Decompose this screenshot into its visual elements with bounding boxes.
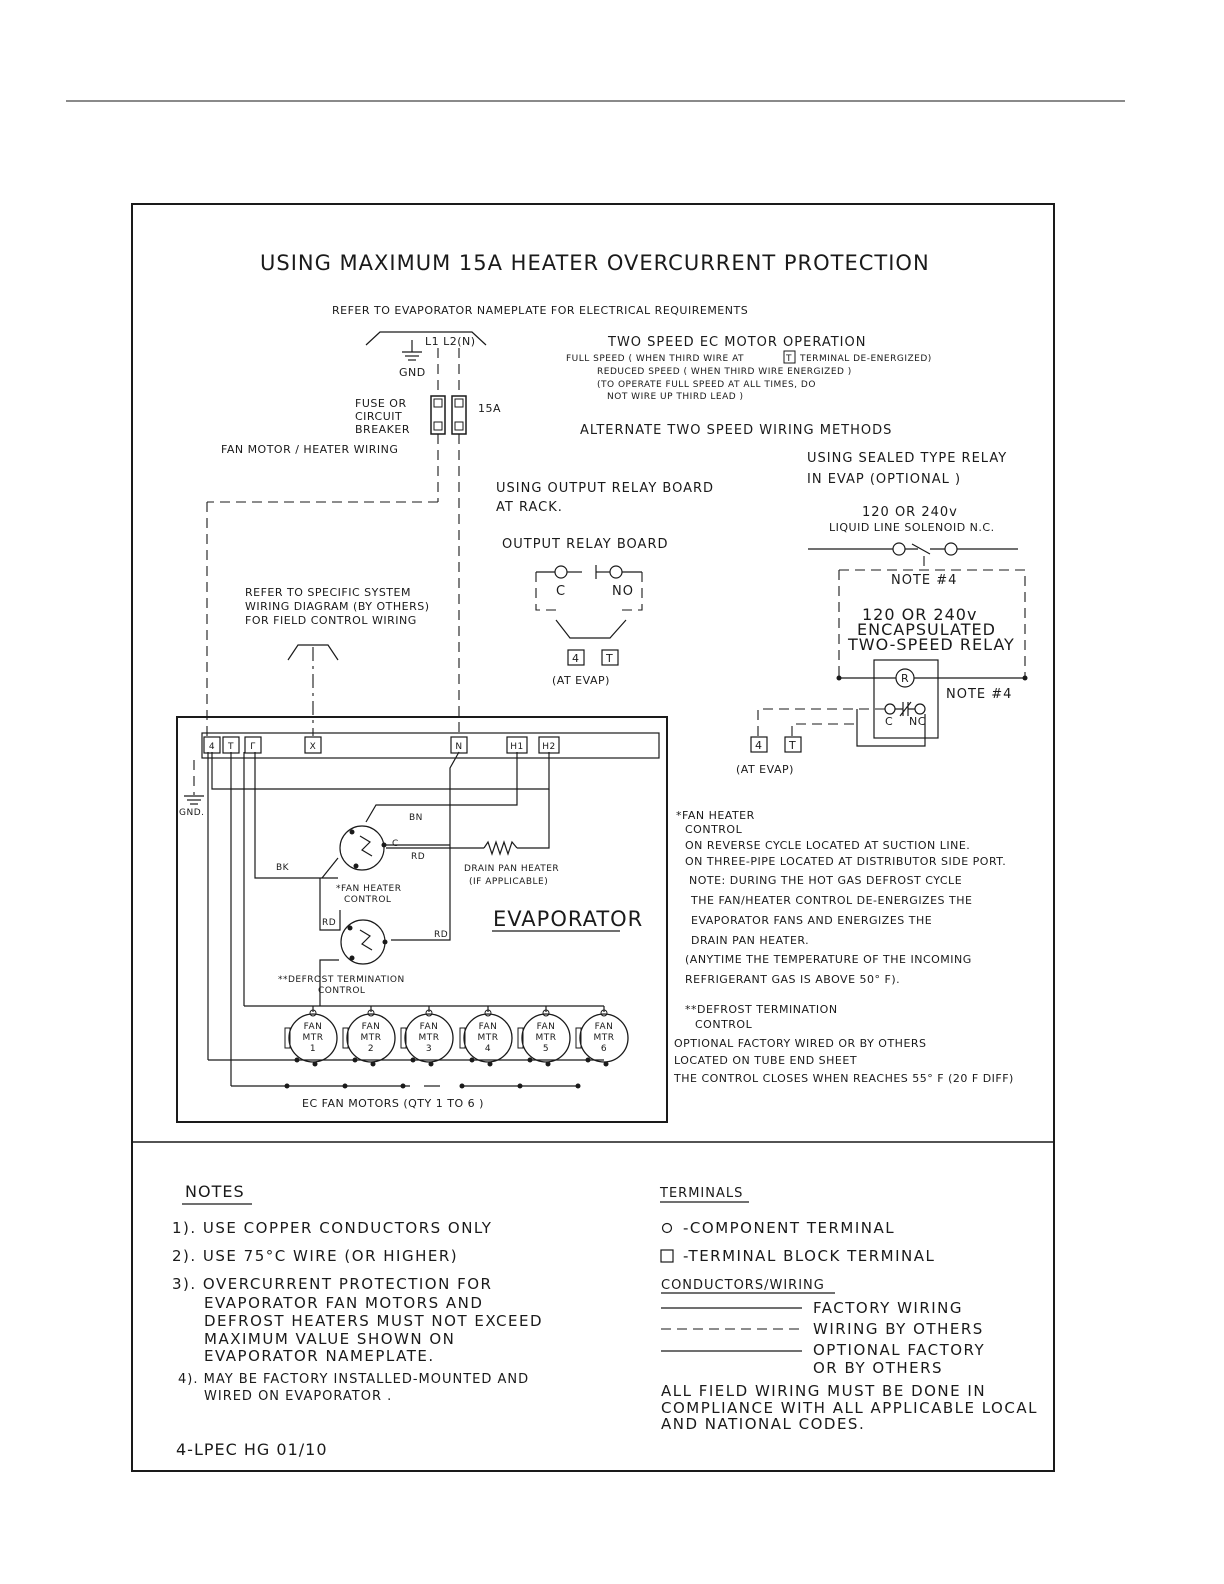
fan-motor-label: MTR — [418, 1033, 440, 1043]
defrost-notes — [673, 1003, 1014, 1085]
note-4a: 4). MAY BE FACTORY INSTALLED-MOUNTED AND — [178, 1372, 530, 1387]
relay-using-2: AT RACK. — [496, 500, 563, 515]
rd-label-1: RD — [411, 852, 426, 862]
note-3d: MAXIMUM VALUE SHOWN ON — [204, 1330, 456, 1348]
encapsulated-3: TWO-SPEED RELAY — [848, 635, 1015, 654]
relay-c2-label: C — [885, 715, 894, 728]
two-speed-line3: (TO OPERATE FULL SPEED AT ALL TIMES, DO — [597, 380, 816, 390]
relay-no-label: NO — [612, 584, 634, 599]
two-speed-title: TWO SPEED EC MOTOR OPERATION — [608, 335, 867, 350]
sealed-voltage: 120 OR 240v — [862, 505, 958, 520]
two-speed-line1-end: TERMINAL DE-ENERGIZED) — [800, 354, 932, 364]
fan-motor-number: 6 — [600, 1044, 608, 1054]
terminal-label: Γ — [250, 742, 256, 752]
fhc-note-3: NOTE: DURING THE HOT GAS DEFROST CYCLE — [689, 874, 963, 887]
fan-motor-label: MTR — [302, 1033, 324, 1043]
bn-label: BN — [409, 813, 423, 823]
fuse-breaker-2 — [452, 396, 466, 434]
relay-board-label: OUTPUT RELAY BOARD — [502, 537, 669, 552]
legend-terminals: TERMINALS — [660, 1186, 744, 1201]
sealed-at-evap: (AT EVAP) — [736, 763, 794, 776]
relay-r-label: R — [901, 672, 910, 685]
drain-heater-1: DRAIN PAN HEATER — [464, 864, 560, 874]
fan-motor-number: 1 — [309, 1044, 317, 1054]
evaporator-label: EVAPORATOR — [493, 907, 644, 931]
fan-motor-label: MTR — [593, 1033, 615, 1043]
fan-motor — [343, 1006, 396, 1089]
fan-motor-number: 5 — [542, 1044, 550, 1054]
note-3a: 3). OVERCURRENT PROTECTION FOR — [172, 1275, 493, 1293]
fhc-note-7: (ANYTIME THE TEMPERATURE OF THE INCOMING — [685, 953, 972, 966]
drain-heater-2: (IF APPLICABLE) — [469, 877, 549, 887]
dtc-note-2: LOCATED ON TUBE END SHEET — [674, 1054, 858, 1067]
fan-motor-label: FAN — [594, 1022, 614, 1032]
legend-optional-2: OR BY OTHERS — [813, 1359, 944, 1377]
dtc-note-1: OPTIONAL FACTORY WIRED OR BY OTHERS — [674, 1037, 927, 1050]
bk-label: BK — [276, 863, 290, 873]
note-3b: EVAPORATOR FAN MOTORS AND — [204, 1294, 484, 1312]
solenoid-label: LIQUID LINE SOLENOID N.C. — [829, 521, 995, 534]
legend-field-1: ALL FIELD WIRING MUST BE DONE IN — [661, 1382, 987, 1400]
fuse-label-3: BREAKER — [355, 423, 410, 436]
fhc-note-8: REFRIGERANT GAS IS ABOVE 50° F). — [685, 973, 901, 986]
two-speed-line1: FULL SPEED ( WHEN THIRD WIRE AT — [566, 354, 745, 364]
evap-gnd: GND. — [179, 808, 205, 818]
field-ctrl-2: WIRING DIAGRAM (BY OTHERS) — [245, 600, 430, 613]
fan-motor-label: FAN — [478, 1022, 498, 1032]
encapsulated-1: 120 OR 240v — [862, 605, 978, 624]
fhc-note-2: ON THREE-PIPE LOCATED AT DISTRIBUTOR SIDE PORT. — [685, 855, 1007, 868]
sealed-using-2: IN EVAP (OPTIONAL ) — [807, 472, 962, 487]
dtc-label-2: CONTROL — [318, 986, 366, 996]
gnd-label: GND — [399, 366, 426, 379]
dtc-note-title-1: **DEFROST TERMINATION — [685, 1003, 838, 1016]
diagram-title: USING MAXIMUM 15A HEATER OVERCURRENT PROTECTION — [260, 251, 930, 275]
fan-motor-number: 4 — [484, 1044, 492, 1054]
encapsulated-2: ENCAPSULATED — [857, 620, 996, 639]
fhc-note-4: THE FAN/HEATER CONTROL DE-ENERGIZES THE — [691, 894, 973, 907]
sealed-using-1: USING SEALED TYPE RELAY — [807, 451, 1008, 466]
legend-block: -TERMINAL BLOCK TERMINAL — [683, 1247, 936, 1265]
fan-motor-number: 3 — [425, 1044, 433, 1054]
fan-motor-label: MTR — [535, 1033, 557, 1043]
terminal-block-icon — [661, 1250, 673, 1262]
relay-nc-label: NC — [909, 715, 926, 728]
note4-b: NOTE #4 — [946, 687, 1013, 702]
fan-heater-notes — [676, 809, 1006, 986]
defrost-termination-control — [341, 920, 385, 964]
terminal-label: T — [228, 742, 234, 752]
fan-motor — [518, 1006, 571, 1089]
legend-component: -COMPONENT TERMINAL — [683, 1219, 896, 1237]
terminal-strip — [202, 733, 659, 758]
fan-motor-number: 2 — [367, 1044, 375, 1054]
fan-heater-wiring-label: FAN MOTOR / HEATER WIRING — [221, 443, 399, 456]
sealed-terminal-4: 4 — [755, 739, 763, 752]
diagram-subtitle: REFER TO EVAPORATOR NAMEPLATE FOR ELECTRICAL REQUIREMENTS — [332, 304, 749, 317]
rd-label-2: RD — [322, 918, 337, 928]
fan-motor-label: FAN — [303, 1022, 323, 1032]
terminal-label: H2 — [542, 742, 556, 752]
output-relay-board — [496, 481, 714, 687]
fhc-note-6: DRAIN PAN HEATER. — [691, 934, 810, 947]
power-supply — [207, 332, 501, 736]
legend-field-2: COMPLIANCE WITH ALL APPLICABLE LOCAL — [661, 1399, 1038, 1417]
legend-others: WIRING BY OTHERS — [813, 1320, 984, 1338]
legend-conductors: CONDUCTORS/WIRING — [661, 1278, 825, 1293]
fan-motor-label: MTR — [360, 1033, 382, 1043]
dtc-note-3: THE CONTROL CLOSES WHEN REACHES 55° F (20 F DIFF) — [674, 1072, 1014, 1085]
fhc-label-2: CONTROL — [344, 895, 392, 905]
fan-motor — [576, 1006, 629, 1089]
dtc-label-1: **DEFROST TERMINATION — [278, 975, 405, 985]
two-speed-info — [566, 335, 932, 438]
terminal-label: N — [455, 742, 463, 752]
fuse-rating: 15A — [478, 402, 502, 415]
notes-heading: NOTES — [185, 1182, 245, 1201]
relay-terminal-t: T — [606, 652, 614, 665]
legend-factory: FACTORY WIRING — [813, 1299, 964, 1317]
fhc-note-title-2: CONTROL — [685, 823, 743, 836]
terminal-label: 4 — [208, 742, 216, 752]
fan-motor — [460, 1006, 513, 1089]
fuse-breaker-1 — [431, 396, 445, 434]
fan-motor-label: MTR — [477, 1033, 499, 1043]
component-terminal-icon — [663, 1224, 672, 1233]
relay-terminal-4: 4 — [572, 652, 580, 665]
note-1: 1). USE COPPER CONDUCTORS ONLY — [172, 1219, 493, 1237]
dtc-note-title-2: CONTROL — [695, 1018, 753, 1031]
notes-section — [172, 1182, 543, 1459]
field-control-wiring — [245, 586, 430, 736]
terminal-label: X — [309, 742, 317, 752]
legend-field-3: AND NATIONAL CODES. — [661, 1415, 866, 1433]
terminal-label: H1 — [510, 742, 524, 752]
relay-at-evap: (AT EVAP) — [552, 674, 610, 687]
two-speed-line4: NOT WIRE UP THIRD LEAD ) — [607, 392, 744, 402]
rd-label-3: RD — [434, 930, 449, 940]
two-speed-line2: REDUCED SPEED ( WHEN THIRD WIRE ENERGIZED ) — [597, 367, 852, 377]
fhc-note-title-1: *FAN HEATER — [676, 809, 755, 822]
note4-a: NOTE #4 — [891, 573, 958, 588]
document-code: 4-LPEC HG 01/10 — [176, 1440, 328, 1459]
fhc-note-1: ON REVERSE CYCLE LOCATED AT SUCTION LINE. — [685, 839, 971, 852]
fan-motor-label: FAN — [536, 1022, 556, 1032]
note-3c: DEFROST HEATERS MUST NOT EXCEED — [204, 1312, 544, 1330]
fhc-label-1: *FAN HEATER — [336, 884, 402, 894]
fhc-note-5: EVAPORATOR FANS AND ENERGIZES THE — [691, 914, 933, 927]
relay-c-label: C — [556, 584, 567, 599]
fan-motor-label: FAN — [361, 1022, 381, 1032]
fan-motor — [285, 1006, 338, 1089]
note-2: 2). USE 75°C WIRE (OR HIGHER) — [172, 1247, 459, 1265]
fan-motor — [401, 1006, 454, 1089]
note-4b: WIRED ON EVAPORATOR . — [204, 1389, 393, 1404]
relay-using-1: USING OUTPUT RELAY BOARD — [496, 481, 715, 496]
legend — [659, 1186, 1038, 1433]
sealed-relay — [736, 451, 1028, 776]
note-3e: EVAPORATOR NAMEPLATE. — [204, 1347, 435, 1365]
field-ctrl-1: REFER TO SPECIFIC SYSTEM — [245, 586, 411, 599]
ec-fan-motors-label: EC FAN MOTORS (QTY 1 TO 6 ) — [302, 1097, 484, 1110]
sealed-terminal-t: T — [789, 739, 797, 752]
two-speed-line1-box: T — [786, 354, 792, 364]
alternate-methods-title: ALTERNATE TWO SPEED WIRING METHODS — [580, 423, 893, 438]
fan-heater-control — [340, 826, 384, 870]
evaporator-block — [177, 717, 667, 1122]
fuse-label-2: CIRCUIT — [355, 410, 403, 423]
supply-lines-label: L1 L2(N) — [425, 335, 476, 348]
fuse-label-1: FUSE OR — [355, 397, 407, 410]
field-ctrl-3: FOR FIELD CONTROL WIRING — [245, 614, 417, 627]
fan-motor-label: FAN — [419, 1022, 439, 1032]
c-label: C — [392, 839, 399, 849]
legend-optional-1: OPTIONAL FACTORY — [813, 1341, 986, 1359]
